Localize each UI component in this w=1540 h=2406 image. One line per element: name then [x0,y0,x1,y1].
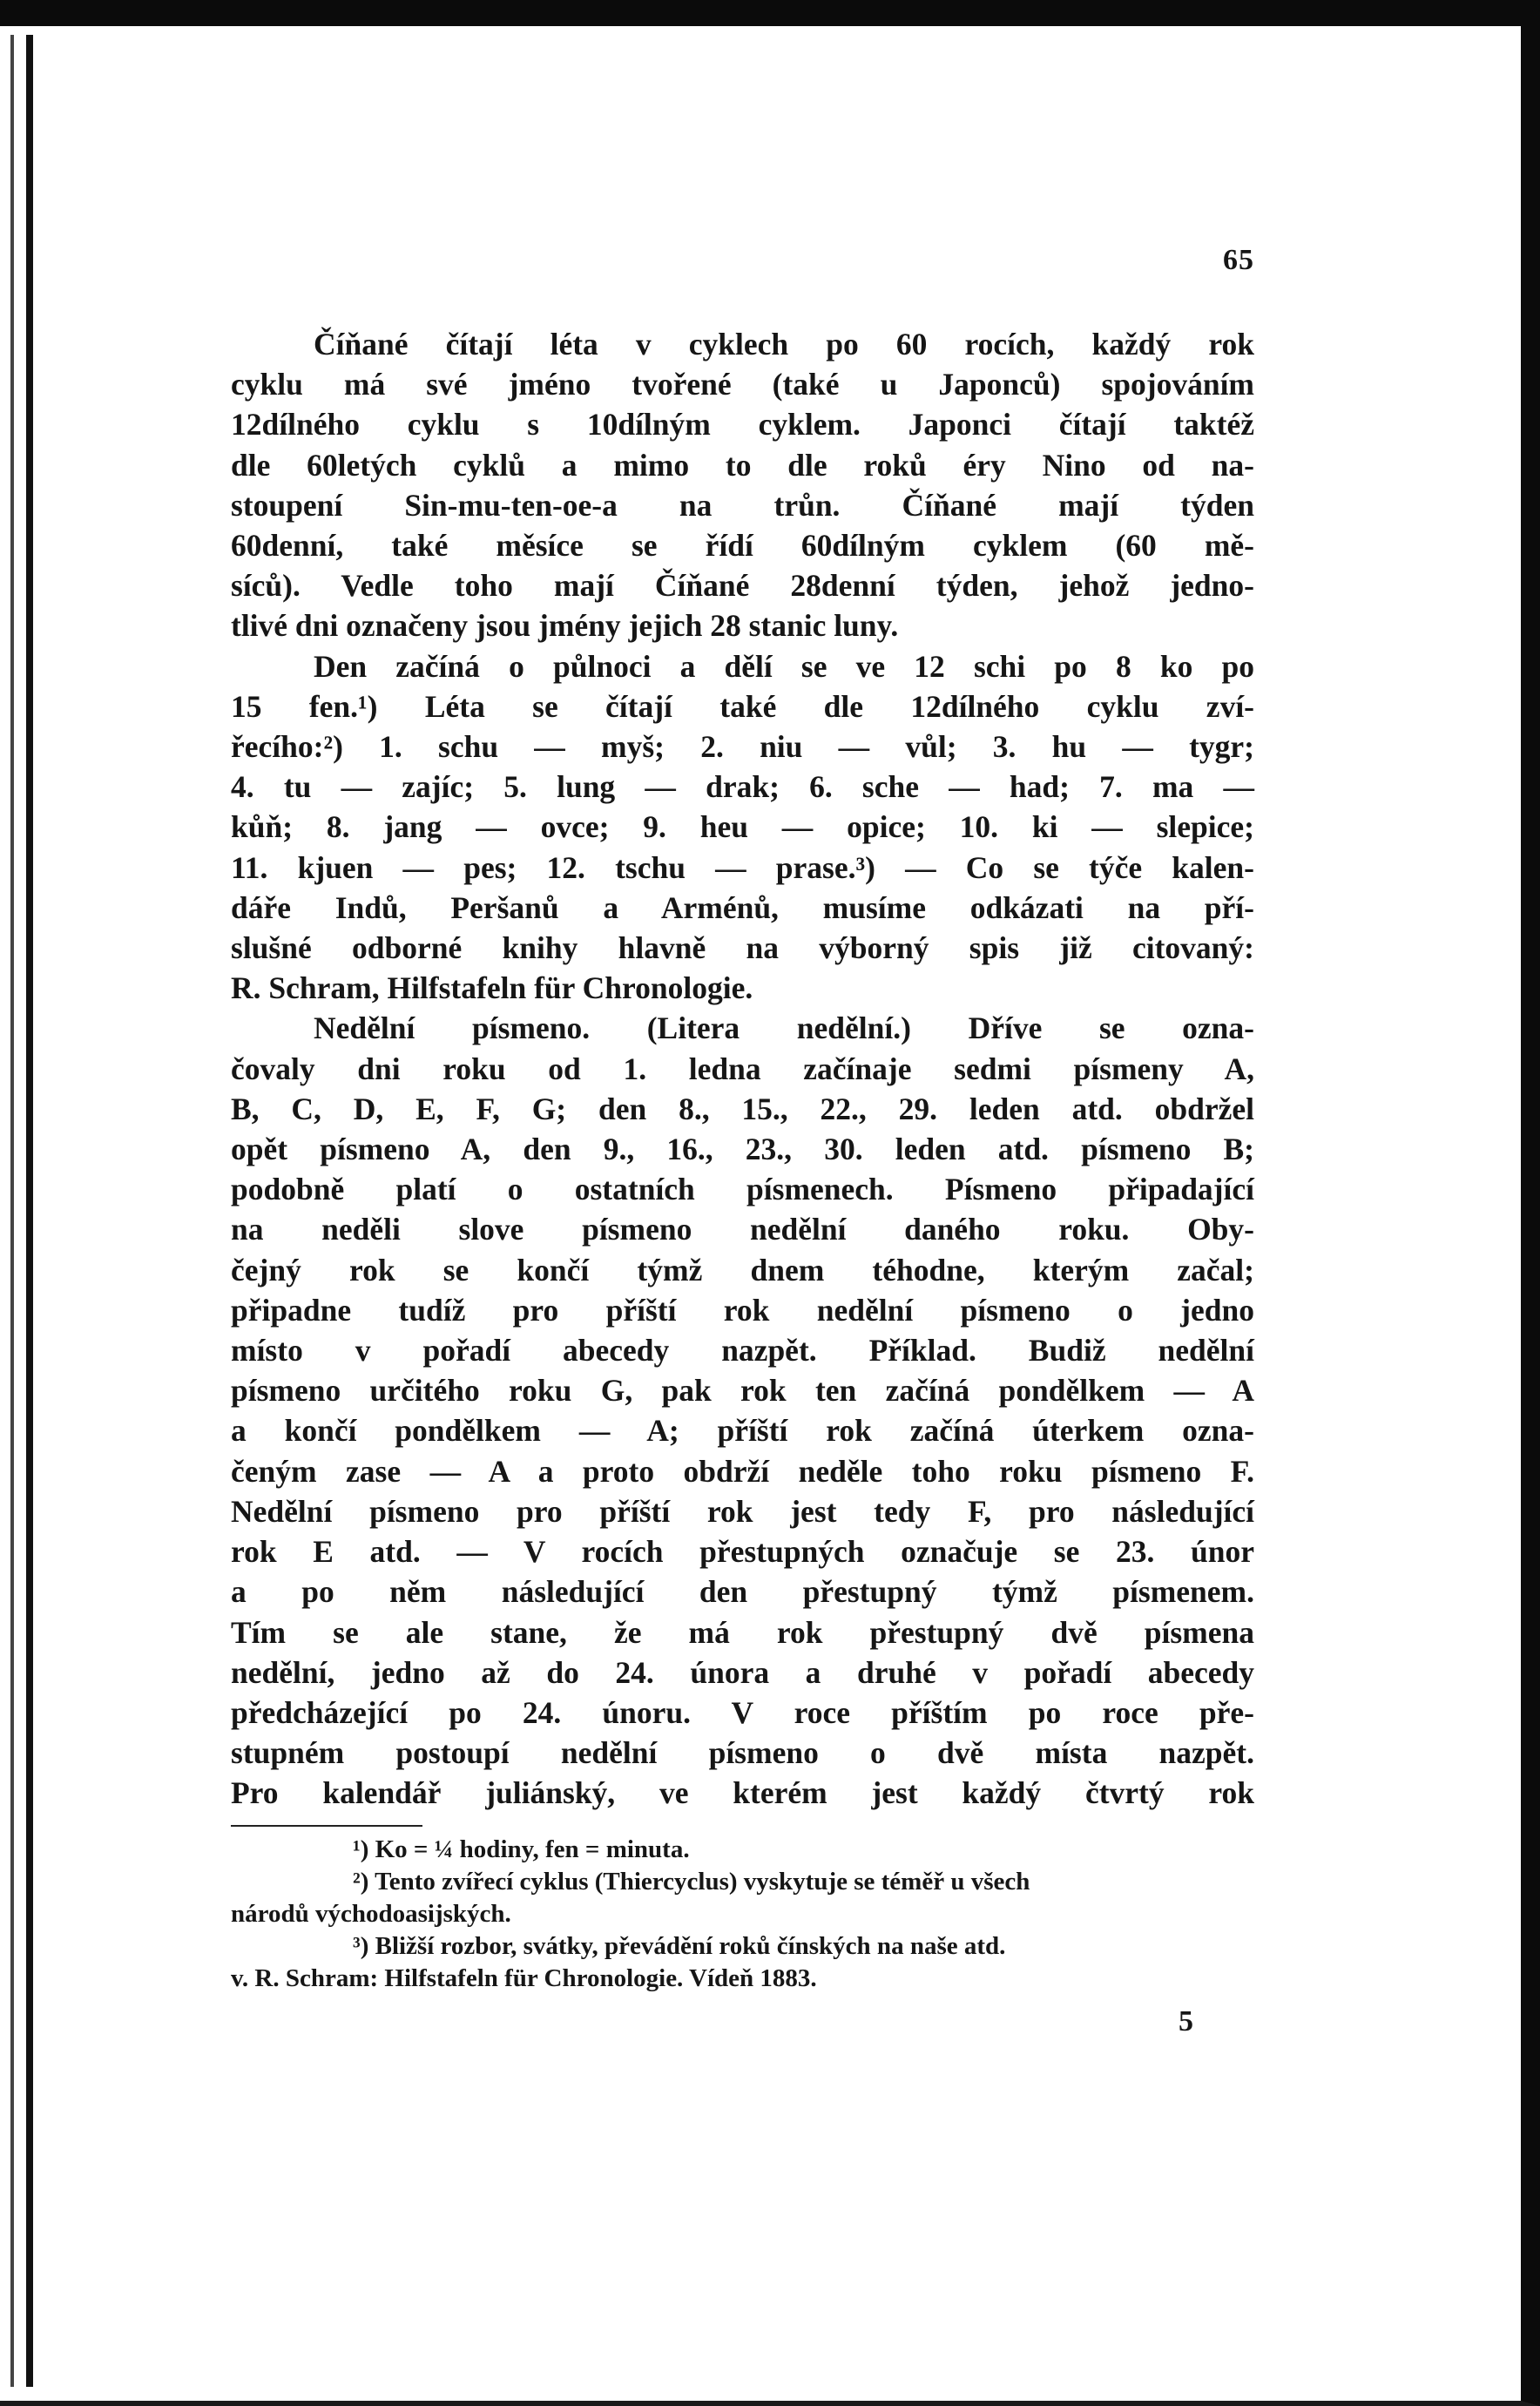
text-line: B, C, D, E, F, G; den 8., 15., 22., 29. leden atd. obdržel [231,1091,1254,1126]
text-line: Číňané čítají léta v cyklech po 60 rocích, každý rok [314,327,1254,362]
text-line: Nedělní písmeno. (Litera nedělní.) Dříve se ozna- [314,1010,1254,1046]
text-line: Den začíná o půlnoci a dělí se ve 12 schi po 8 ko po [314,648,1254,684]
text-line: dle 60letých cyklů a mimo to dle roků éry Nino od na- [231,447,1254,483]
text-line: 4. tu — zajíc; 5. lung — drak; 6. sche — had; 7. ma — [231,769,1254,805]
body-text [231,324,1254,1814]
footnotes [231,1834,1254,1995]
footnote-3: ³) Bližší rozbor, svátky, převádění roků čínských na naše atd. [353,1932,1006,1960]
text-line: Nedělní písmeno pro příští rok jest tedy F, pro následující [231,1493,1254,1529]
text-line: připadne tudíž pro příští rok nedělní písmeno o jedno [231,1292,1254,1328]
text-line: 11. kjuen — pes; 12. tschu — prase.³) — Co se týče kalen- [231,849,1254,885]
text-line: nedělní, jedno až do 24. února a druhé v pořadí abecedy [231,1654,1254,1690]
footnote-divider [231,1825,422,1827]
signature-mark: 5 [1179,2005,1193,2038]
text-line: a po něm následující den přestupný týmž písmenem. [231,1574,1254,1610]
text-line: dáře Indů, Peršanů a Arménů, musíme odkázati na pří- [231,889,1254,925]
text-line: opět písmeno A, den 9., 16., 23., 30. leden atd. písmeno B; [231,1132,1254,1167]
text-line: tlivé dni označeny jsou jmény jejich 28 stanic luny. [231,608,899,644]
binding-edge [26,35,33,2387]
text-line: kůň; 8. jang — ovce; 9. heu — opice; 10. ki — slepice; [231,809,1254,845]
footnote-1: ¹) Ko = ¼ hodiny, fen = minuta. [353,1835,690,1863]
text-line: předcházející po 24. únoru. V roce příštím po roce pře- [231,1694,1254,1730]
text-line: 60denní, také měsíce se řídí 60dílným cyklem (60 mě- [231,528,1254,564]
footnote-2: ²) Tento zvířecí cyklus (Thiercyclus) vyskytuje se téměř u všech [353,1868,1030,1896]
text-line: místo v pořadí abecedy nazpět. Příklad. Budiž nedělní [231,1333,1254,1369]
text-line: cyklu má své jméno tvořené (také u Japonců) spojováním [231,367,1254,402]
text-line: podobně platí o ostatních písmenech. Písmeno připadající [231,1172,1254,1207]
text-line: stoupení Sin-mu-ten-oe-a na trůn. Číňané mají týden [231,487,1254,523]
text-line: 12dílného cyklu s 10dílným cyklem. Japonci čítají taktéž [231,407,1254,443]
text-line: R. Schram, Hilfstafeln für Chronologie. [231,970,753,1006]
text-line: slušné odborné knihy hlavně na výborný spis již citovaný: [231,930,1254,966]
text-line: čejný rok se končí týmž dnem téhodne, kterým začal; [231,1252,1254,1287]
footnote-3-cont: v. R. Schram: Hilfstafeln für Chronologie. Vídeň 1883. [231,1964,817,1992]
text-line: řecího:²) 1. schu — myš; 2. niu — vůl; 3. hu — tygr; [231,729,1254,765]
text-line: rok E atd. — V rocích přestupných označuje se 23. únor [231,1534,1254,1570]
text-line: stupném postoupí nedělní písmeno o dvě místa nazpět. [231,1735,1254,1771]
footnote-2-cont: národů východoasijských. [231,1900,511,1928]
text-line: síců). Vedle toho mají Číňané 28denní týden, jehož jedno- [231,568,1254,604]
text-line: na neděli slove písmeno nedělní daného roku. Oby- [231,1212,1254,1247]
text-line: a končí pondělkem — A; příští rok začíná úterkem ozna- [231,1413,1254,1449]
binding-edge-shadow [10,35,14,2387]
text-line: čovaly dni roku od 1. ledna začínaje sedmi písmeny A, [231,1051,1254,1086]
text-line: 15 fen.¹) Léta se čítají také dle 12dílného cyklu zví- [231,688,1254,724]
text-line: čeným zase — A a proto obdrží neděle toho roku písmeno F. [231,1453,1254,1489]
page-number: 65 [1223,244,1254,276]
text-line: písmeno určitého roku G, pak rok ten začíná pondělkem — A [231,1373,1254,1409]
text-line: Pro kalendář juliánský, ve kterém jest každý čtvrtý rok [231,1775,1254,1811]
text-line: Tím se ale stane, že má rok přestupný dvě písmena [231,1614,1254,1650]
